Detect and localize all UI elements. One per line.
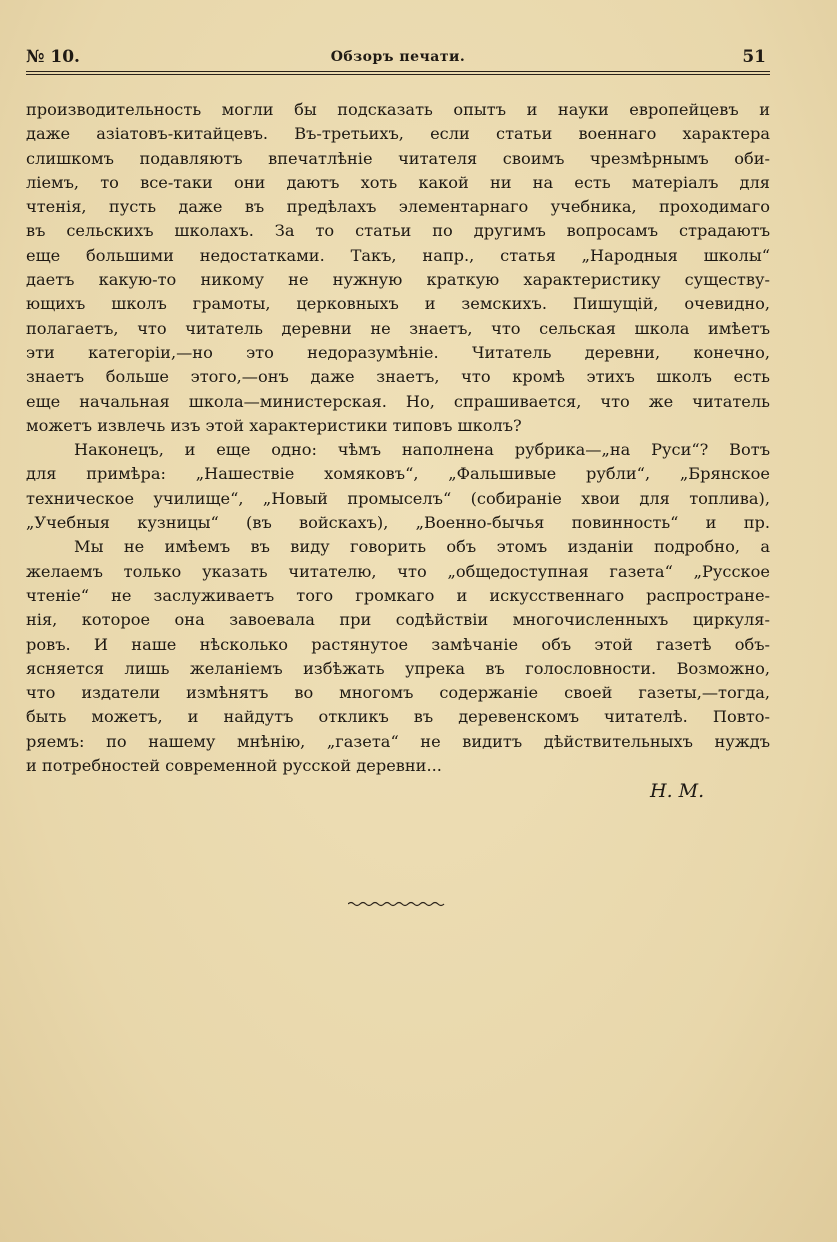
text-line: производительность могли бы подсказать опытъ и науки европейцевъ и (26, 100, 770, 119)
text-line: даже азіатовъ-китайцевъ. Въ-третьихъ, если статьи военнаго характера (26, 124, 770, 144)
header-rule-thin (26, 74, 770, 75)
text-line: слишкомъ подавляютъ впечатлѣніе читателя своимъ чрезмѣрнымъ оби- (26, 148, 770, 168)
text-line: даетъ какую-то никому не нужную краткую характеристику существу- (26, 270, 770, 290)
page-number: 51 (742, 47, 766, 67)
section-title: Обзоръ печати. (330, 49, 466, 65)
text-line: чтеніе“ не заслуживаетъ того громкаго и искусственнаго распростране- (26, 585, 770, 605)
text-line: ющихъ школъ грамоты, церковныхъ и земскихъ. Пишущій, очевидно, (26, 294, 770, 314)
text-line: Наконецъ, и еще одно: чѣмъ наполнена рубрика—„на Руси“? Вотъ (74, 440, 770, 460)
text-line: еще начальная школа—министерская. Но, спрашивается, что же читатель (26, 391, 770, 411)
text-line: ясняется лишь желаніемъ избѣжать упрека въ голословности. Возможно, (26, 658, 770, 678)
text-line: Мы не имѣемъ въ виду говорить объ этомъ изданіи подробно, а (74, 537, 770, 557)
text-line: ровъ. И наше нѣсколько растянутое замѣчаніе объ этой газетѣ объ- (26, 634, 770, 654)
issue-number: № 10. (26, 47, 80, 67)
wavy-divider-ornament (348, 900, 446, 908)
text-line: желаемъ только указать читателю, что „общедоступная газета“ „Русское (26, 561, 770, 581)
text-line: еще большими недостатками. Такъ, напр., статья „Народныя школы“ (26, 245, 770, 265)
text-line: что издатели измѣнятъ во многомъ содержаніе своей газеты,—тогда, (26, 683, 770, 703)
text-line: „Учебныя кузницы“ (въ войскахъ), „Военно-бычья повинность“ и пр. (26, 513, 770, 533)
text-line: и потребностей современной русской деревни... (26, 756, 442, 776)
header-rule (26, 71, 770, 72)
text-line: ліемъ, то все-таки они даютъ хоть какой ни на есть матеріалъ для (26, 172, 770, 192)
text-line: нія, которое она завоевала при содѣйствіи многочисленныхъ циркуля- (26, 610, 770, 630)
author-signature: Н. М. (650, 780, 705, 802)
text-line: можетъ извлечь изъ этой характеристики типовъ школъ? (26, 415, 522, 435)
text-line: ряемъ: по нашему мнѣнію, „газета“ не видитъ дѣйствительныхъ нуждъ (26, 731, 770, 751)
text-line: чтенія, пусть даже въ предѣлахъ элементарнаго учебника, проходимаго (26, 197, 770, 217)
text-line: въ сельскихъ школахъ. За то статьи по другимъ вопросамъ страдаютъ (26, 221, 770, 241)
text-line: быть можетъ, и найдутъ откликъ въ деревенскомъ читателѣ. Повто- (26, 707, 770, 727)
text-line: эти категоріи,—но это недоразумѣніе. Читатель деревни, конечно, (26, 342, 770, 362)
text-line: для примѣра: „Нашествіе хомяковъ“, „Фальшивые рубли“, „Брянское (26, 464, 770, 484)
text-line: техническое училище“, „Новый промыселъ“ (собираніе хвои для топлива), (26, 488, 770, 508)
text-line: полагаетъ, что читатель деревни не знаетъ, что сельская школа имѣетъ (26, 318, 770, 338)
article-body (26, 98, 770, 778)
running-header (26, 47, 770, 71)
text-line: знаетъ больше этого,—онъ даже знаетъ, что кромѣ этихъ школъ есть (26, 367, 770, 387)
